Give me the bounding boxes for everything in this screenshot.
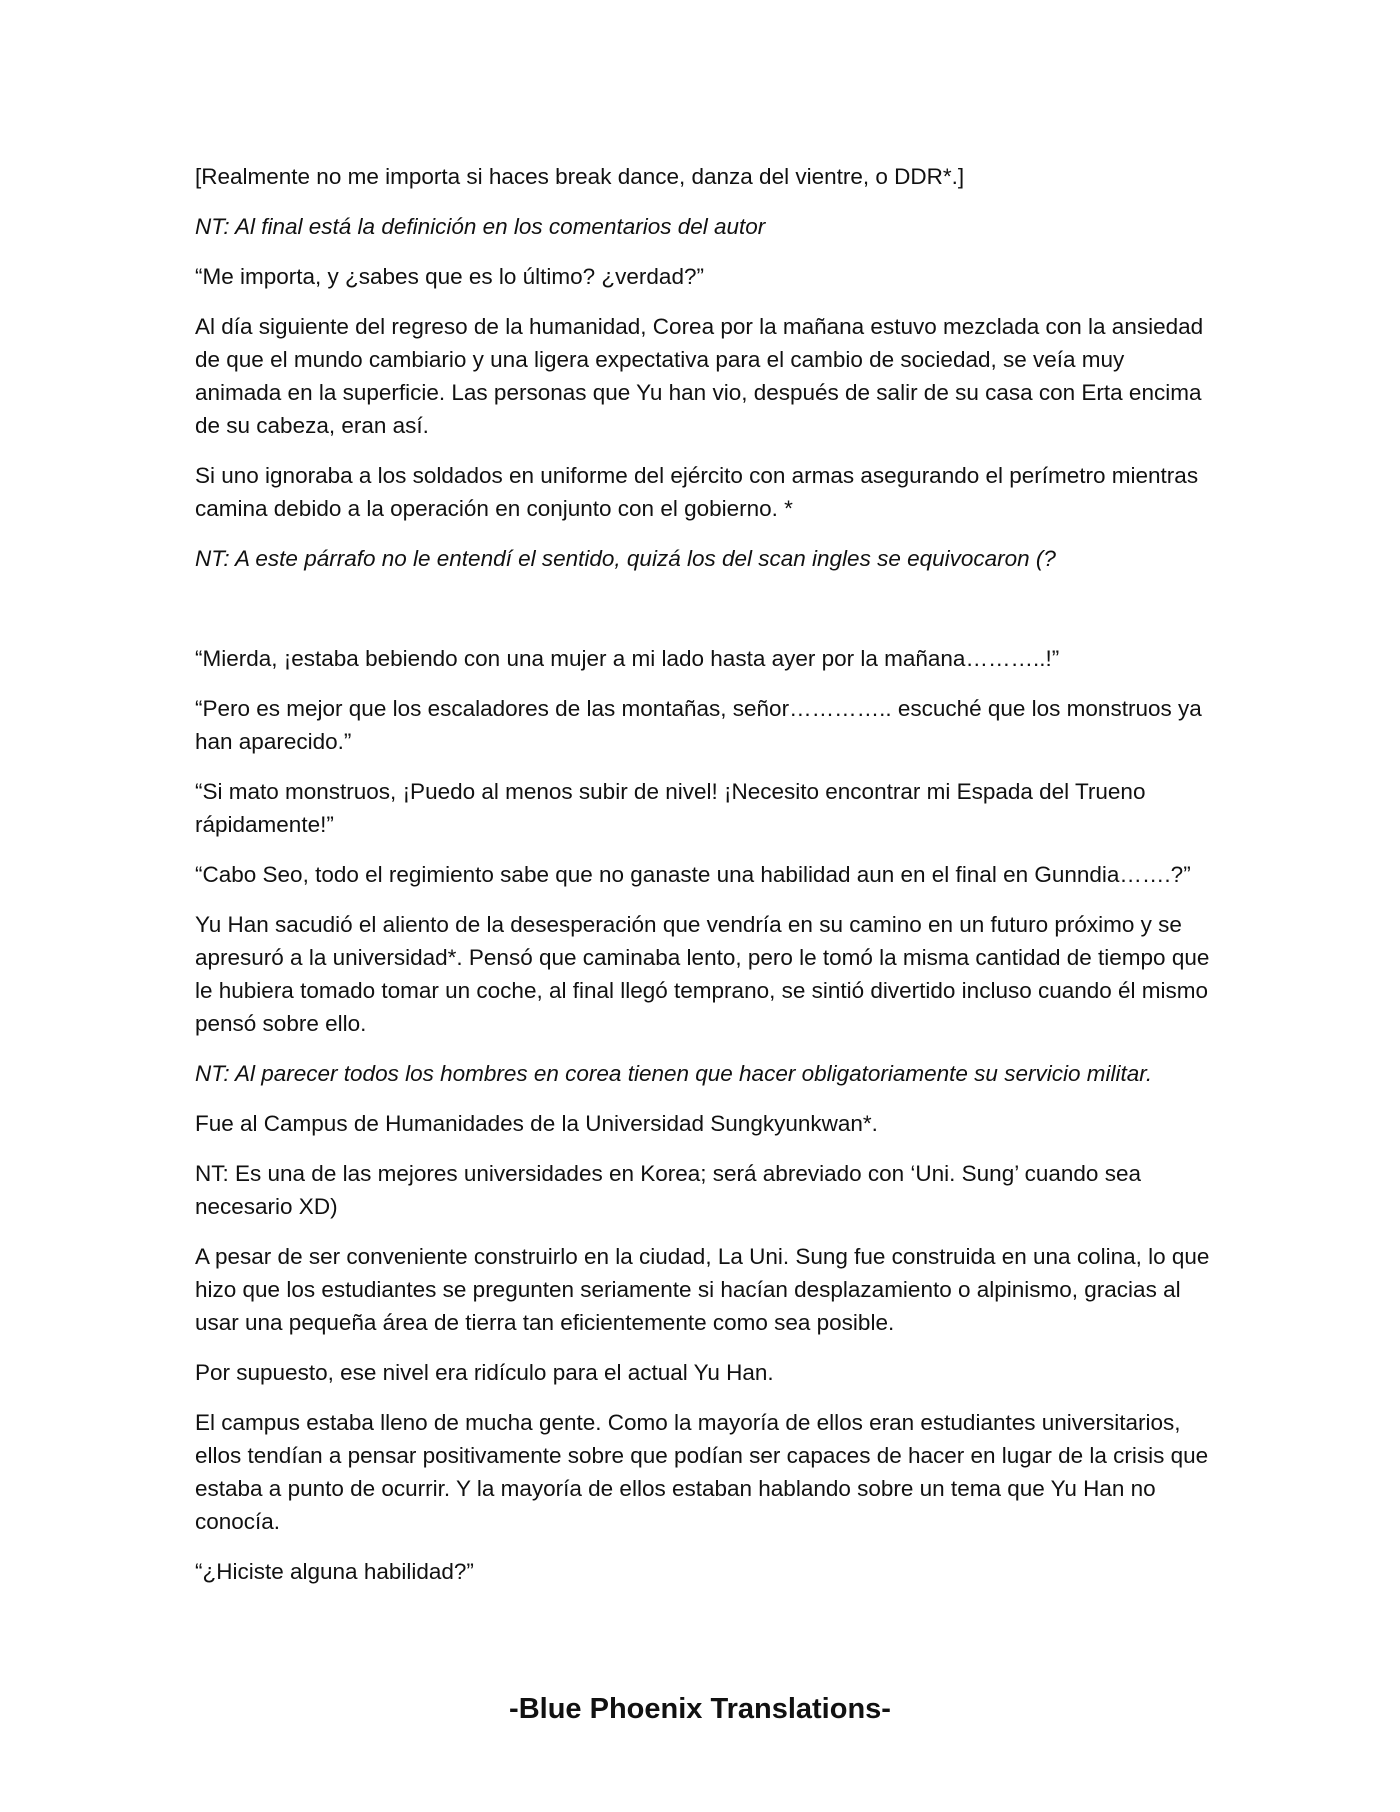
paragraph: Si uno ignoraba a los soldados en uniforme del ejército con armas asegurando el perímetro mientras camina debido a la operación en conjunto con el gobierno. * — [195, 463, 1199, 521]
paragraph: “Me importa, y ¿sabes que es lo último? ¿verdad?” — [195, 264, 704, 289]
paragraph: “Pero es mejor que los escaladores de las montañas, señor………….. escuché que los monstruos ya han aparecido.” — [195, 696, 1202, 754]
paragraph: “Si mato monstruos, ¡Puedo al menos subir de nivel! ¡Necesito encontrar mi Espada del Trueno rápidamente!” — [195, 779, 1146, 837]
paragraph: “Mierda, ¡estaba bebiendo con una mujer a mi lado hasta ayer por la mañana………..!” — [195, 646, 1060, 671]
document-body — [195, 160, 1215, 1605]
paragraph: “¿Hiciste alguna habilidad?” — [195, 1559, 474, 1584]
paragraph: A pesar de ser conveniente construirlo en la ciudad, La Uni. Sung fue construida en una colina, lo que hizo que los estudiantes se pregunten seriamente si hacían desplazamiento o alpinismo, gracias al usar una pequeña área de tierra tan eficientemente como sea posible. — [195, 1244, 1210, 1335]
translator-note: NT: A este párrafo no le entendí el sentido, quizá los del scan ingles se equivocaron (? — [195, 546, 1056, 571]
spacer — [195, 592, 1215, 642]
translator-note: NT: Al parecer todos los hombres en corea tienen que hacer obligatoriamente su servicio militar. — [195, 1061, 1153, 1086]
footer-credit: -Blue Phoenix Translations- — [509, 1693, 891, 1725]
paragraph: Por supuesto, ese nivel era ridículo para el actual Yu Han. — [195, 1360, 774, 1385]
translator-note: NT: Al final está la definición en los comentarios del autor — [195, 214, 766, 239]
translator-note: NT: Es una de las mejores universidades en Korea; será abreviado con ‘Uni. Sung’ cuando sea necesario XD) — [195, 1161, 1141, 1219]
paragraph: Yu Han sacudió el aliento de la desesperación que vendría en su camino en un futuro próximo y se apresuró a la universidad*. Pensó que caminaba lento, pero le tomó la misma cantidad de tiempo que le hubiera tomado tomar un coche, al final llegó temprano, se sintió divertido incluso cuando él mismo pensó sobre ello. — [195, 912, 1210, 1036]
paragraph: El campus estaba lleno de mucha gente. Como la mayoría de ellos eran estudiantes universitarios, ellos tendían a pensar positivamente sobre que podían ser capaces de hacer en lugar de la crisis que estaba a punto de ocurrir. Y la mayoría de ellos estaban hablando sobre un tema que Yu Han no conocía. — [195, 1410, 1209, 1534]
paragraph: Fue al Campus de Humanidades de la Universidad Sungkyunkwan*. — [195, 1111, 878, 1136]
paragraph: [Realmente no me importa si haces break dance, danza del vientre, o DDR*.] — [195, 164, 965, 189]
paragraph: “Cabo Seo, todo el regimiento sabe que no ganaste una habilidad aun en el final en Gunndia…….?” — [195, 862, 1191, 887]
paragraph: Al día siguiente del regreso de la humanidad, Corea por la mañana estuvo mezclada con la ansiedad de que el mundo cambiario y una ligera expectativa para el cambio de sociedad, se veía muy animada en la superficie. Las personas que Yu han vio, después de salir de su casa con Erta encima de su cabeza, eran así. — [195, 314, 1204, 438]
